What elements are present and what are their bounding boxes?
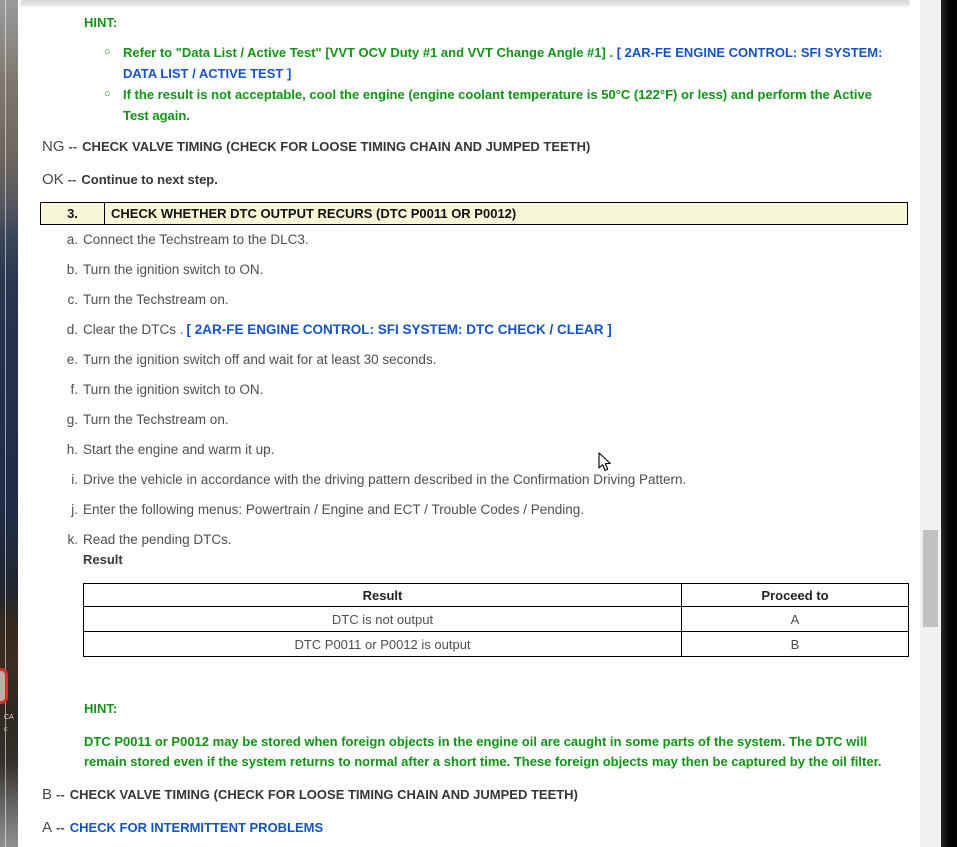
substep-text: Start the engine and warm it up.: [83, 442, 275, 457]
substep-text: Turn the ignition switch off and wait for at least 30 seconds.: [83, 352, 437, 367]
result-cell: DTC is not output: [84, 607, 682, 632]
b-result-line: [42, 787, 920, 803]
ok-instruction: Continue to next step.: [81, 172, 218, 187]
hint-label: HINT:: [84, 701, 118, 716]
substep-letter: i.: [71, 472, 78, 487]
ok-prefix: OK: [42, 171, 64, 188]
result-table: [83, 583, 909, 657]
substep-text: Turn the ignition switch to ON.: [83, 262, 264, 277]
hint-label: HINT:: [84, 15, 118, 30]
proceed-cell: B: [682, 632, 909, 657]
ng-prefix: NG: [42, 138, 65, 155]
substep-list: [62, 233, 920, 567]
hint-bullet-item: [104, 42, 890, 84]
mouse-cursor-icon: [598, 452, 613, 473]
a-result-line: [42, 820, 920, 836]
substep-text: Turn the Techstream on.: [83, 412, 229, 427]
substep-letter: c.: [67, 292, 78, 307]
b-instruction: CHECK VALVE TIMING (CHECK FOR LOOSE TIMING CHAIN AND JUMPED TEETH): [69, 787, 578, 802]
table-row: [84, 607, 909, 632]
substep-item: [62, 233, 920, 247]
substep-item: [62, 413, 920, 427]
ok-result-line: [42, 172, 920, 188]
substep-letter: e.: [66, 352, 78, 367]
ng-result-line: [42, 139, 920, 155]
substep-text: Read the pending DTCs.: [83, 532, 232, 547]
hint-text: If the result is not acceptable, cool the engine (engine coolant temperature is 50°C (122°F) or less) and perform the Active Test again.: [123, 87, 872, 123]
substep-item: [62, 473, 920, 487]
background-red-logo-fragment: [0, 668, 8, 704]
bullet-circle-icon: ○: [104, 88, 111, 100]
result-cell: DTC P0011 or P0012 is output: [84, 632, 682, 657]
hint-block-top: [18, 16, 920, 126]
column-header-proceed-to: Proceed to: [682, 584, 909, 607]
table-header-row: [84, 584, 909, 607]
substep-letter: j.: [71, 502, 78, 517]
substep-item: [62, 443, 920, 457]
separator: --: [68, 139, 78, 154]
step-title: CHECK WHETHER DTC OUTPUT RECURS (DTC P0011 OR P0012): [111, 206, 517, 221]
a-prefix: A: [42, 819, 53, 836]
document-page: [18, 0, 920, 847]
substep-letter: d.: [66, 322, 78, 337]
substep-text: Turn the Techstream on.: [83, 292, 229, 307]
separator: --: [56, 820, 65, 835]
substep-item: [62, 503, 920, 517]
hint-text: Refer to "Data List / Active Test" [VVT OCV Duty #1 and VVT Change Angle #1] .: [123, 45, 614, 60]
substep-text: Turn the ignition switch to ON.: [83, 382, 264, 397]
separator: --: [56, 787, 65, 802]
ng-instruction: CHECK VALVE TIMING (CHECK FOR LOOSE TIMING CHAIN AND JUMPED TEETH): [82, 139, 591, 154]
hint-bullet-list: [104, 42, 890, 126]
step-number: 3.: [41, 203, 105, 224]
hint-bullet-item: [104, 84, 890, 126]
substep-text: Connect the Techstream to the DLC3.: [83, 232, 309, 247]
substep-item: [62, 323, 920, 337]
bullet-circle-icon: ○: [104, 46, 111, 58]
substep-text: [83, 533, 232, 567]
substep-item: [62, 293, 920, 307]
substep-text: Enter the following menus: Powertrain / Engine and ECT / Trouble Codes / Pending.: [83, 502, 585, 517]
dtc-check-clear-link[interactable]: [ 2AR-FE ENGINE CONTROL: SFI SYSTEM: DTC CHECK / CLEAR ]: [186, 322, 612, 337]
vertical-scrollbar-track[interactable]: [920, 0, 941, 847]
hint-block-bottom: [18, 702, 920, 772]
background-text-fragment: c: [4, 726, 8, 733]
substep-letter: h.: [66, 442, 78, 457]
desktop-background-strip: [0, 0, 18, 847]
substep-item: [62, 533, 920, 567]
substep-letter: f.: [70, 382, 78, 397]
b-prefix: B: [42, 786, 53, 803]
step-header-box: [40, 202, 908, 225]
substep-letter: a.: [66, 232, 78, 247]
substep-item: [62, 353, 920, 367]
vertical-scrollbar-thumb[interactable]: [923, 530, 938, 627]
hint-paragraph: DTC P0011 or P0012 may be stored when foreign objects in the engine oil are caught in some parts of the system. The DTC will remain stored even if the system returns to normal after a short time. These foreign objects may then be captured by the oil filter.: [84, 734, 882, 769]
intermittent-problems-link[interactable]: CHECK FOR INTERMITTENT PROBLEMS: [69, 820, 324, 835]
substep-letter: g.: [66, 412, 78, 427]
substep-text: [83, 323, 612, 337]
table-row: [84, 632, 909, 657]
substep-letter: k.: [67, 532, 78, 547]
substep-text: Clear the DTCs .: [83, 322, 184, 337]
substep-item: [62, 383, 920, 397]
substep-letter: b.: [66, 262, 78, 277]
proceed-cell: A: [682, 607, 909, 632]
result-table-caption: Result: [83, 552, 123, 567]
window-right-edge: [941, 0, 957, 847]
column-header-result: Result: [84, 584, 682, 607]
data-list-active-test-link[interactable]: [ 2AR-FE ENGINE CONTROL: SFI SYSTEM: DATA LIST / ACTIVE TEST ]: [123, 45, 883, 81]
substep-item: [62, 263, 920, 277]
substep-text: Drive the vehicle in accordance with the driving pattern described in the Confirmation Driving Pattern.: [83, 472, 687, 487]
background-text-fragment: CA: [4, 714, 14, 721]
document-content: [18, 0, 920, 836]
separator: --: [67, 172, 77, 187]
